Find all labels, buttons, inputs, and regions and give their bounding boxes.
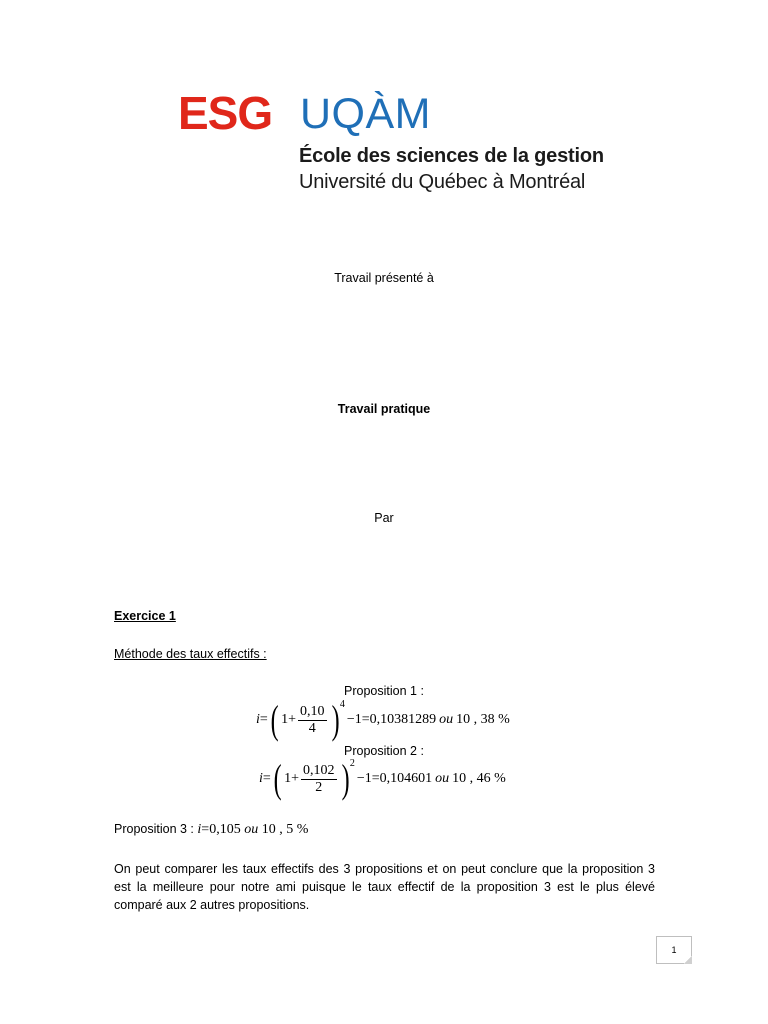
eq1-result: 10 , 38 % — [456, 712, 510, 727]
eq2-rest: −1=0,104601 — [356, 771, 433, 786]
method-heading: Méthode des taux effectifs : — [114, 647, 267, 661]
eq2-exponent: 2 — [349, 757, 355, 769]
eq2-ou: ou — [435, 771, 450, 786]
proposition-3-line — [114, 821, 308, 838]
proposition-1-equation — [256, 699, 510, 741]
eq2-result: 10 , 46 % — [452, 771, 506, 786]
eq1-open-paren: ( — [270, 697, 279, 742]
logo-esg-text: ESG — [178, 87, 273, 139]
page-curl-icon — [684, 956, 692, 964]
proposition-2-equation — [259, 758, 506, 800]
conclusion-paragraph: On peut comparer les taux effectifs des 3 propositions et on peut conclure que la proposition 3 est la meilleure pour notre ami puisque le taux effectif de la proposition 3 est le plus élevé comparé aux 2 autres propositions. — [114, 862, 655, 912]
eq1-one: 1 — [281, 712, 289, 727]
exercise-heading: Exercice 1 — [114, 609, 176, 623]
page-number: 1 — [671, 945, 677, 955]
eq1-rest: −1=0,10381289 — [346, 712, 437, 727]
eq1-close-paren: ) — [331, 697, 340, 742]
eq1-denominator: 4 — [308, 720, 316, 736]
logo-school-name: École des sciences de la gestion — [299, 145, 604, 167]
eq2-equals: = — [262, 771, 271, 786]
proposition-2-label: Proposition 2 : — [344, 744, 424, 758]
eq2-close-paren: ) — [341, 756, 350, 801]
eq3-result: 10 , 5 % — [261, 822, 309, 837]
document-title: Travail pratique — [337, 402, 431, 416]
eq3-rest: =0,105 — [201, 822, 241, 837]
eq3-ou: ou — [244, 822, 259, 837]
eq1-exponent: 4 — [339, 698, 345, 710]
proposition-3-equation — [197, 822, 308, 837]
logo-uqam-text: UQÀM — [300, 90, 431, 138]
page-number-box — [656, 936, 692, 964]
proposition-1-label: Proposition 1 : — [344, 684, 424, 698]
eq2-denominator: 2 — [315, 779, 323, 795]
esg-uqam-logo — [178, 87, 604, 198]
eq1-numerator: 0,10 — [300, 703, 325, 719]
eq1-plus: + — [288, 712, 297, 727]
eq3-lhs: i — [197, 822, 202, 837]
eq2-numerator: 0,102 — [303, 762, 335, 778]
eq1-ou: ou — [439, 712, 454, 727]
eq2-fraction — [301, 763, 337, 796]
proposition-3-label: Proposition 3 : — [114, 822, 194, 836]
eq1-fraction — [298, 704, 327, 737]
logo-university-name: Université du Québec à Montréal — [299, 171, 586, 193]
presented-to: Travail présenté à — [334, 271, 434, 285]
author-label: Par — [374, 511, 394, 525]
eq2-one: 1 — [284, 771, 292, 786]
eq2-open-paren: ( — [273, 756, 282, 801]
eq2-plus: + — [291, 771, 300, 786]
eq2-lhs: i — [259, 771, 263, 786]
eq1-lhs: i — [256, 712, 260, 727]
eq1-equals: = — [259, 712, 268, 727]
